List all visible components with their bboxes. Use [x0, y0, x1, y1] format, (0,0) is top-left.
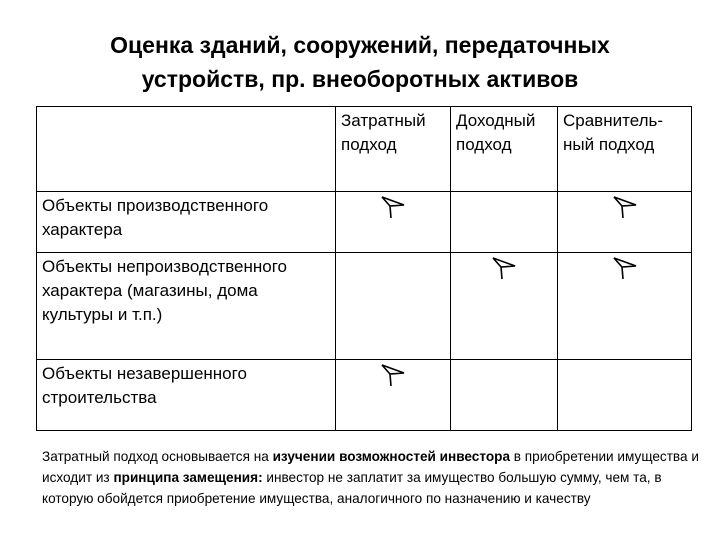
mark-cell: [558, 360, 692, 431]
mark-cell: [336, 192, 451, 253]
checkmark-arrow-icon: [491, 255, 517, 281]
mark-cell: [558, 253, 692, 360]
header-income-approach: Доходный подход: [451, 107, 558, 192]
note-text-1: Затратный подход основывается на: [42, 449, 273, 464]
row-label: Объекты незавершенного строительства: [37, 360, 336, 431]
title-line-1: Оценка зданий, сооружений, передаточных: [110, 32, 610, 58]
checkmark-arrow-icon: [380, 362, 406, 388]
note-text-2: в приобретении имущества и исходит из: [42, 449, 699, 485]
table-row: [37, 360, 692, 431]
table-row: [37, 192, 692, 253]
page-title: [0, 28, 720, 96]
header-comparative-approach: Сравнитель-ный подход: [558, 107, 692, 192]
mark-cell: [336, 360, 451, 431]
checkmark-arrow-icon: [612, 255, 638, 281]
note-bold-2: принципа замещения:: [113, 470, 263, 485]
mark-cell: [451, 360, 558, 431]
checkmark-arrow-icon: [612, 194, 638, 220]
row-label: Объекты производственного характера: [37, 192, 336, 253]
checkmark-arrow-icon: [380, 194, 406, 220]
header-cost-approach: Затратный подход: [336, 107, 451, 192]
explanation-note: [42, 446, 702, 509]
table-row: [37, 253, 692, 360]
row-label: Объекты непроизводственного характера (магазины, дома культуры и т.п.): [37, 253, 336, 360]
note-bold-1: изучении возможностей инвестора: [272, 449, 511, 464]
note-text-3: инвестор не заплатит за имущество большую сумму, чем та, в которую обойдется приобретение имущества, аналогичного по назначению и качеству: [42, 470, 662, 506]
mark-cell: [451, 192, 558, 253]
empty-corner-cell: [37, 107, 336, 192]
mark-cell: [451, 253, 558, 360]
mark-cell: [558, 192, 692, 253]
header-row: [37, 107, 692, 192]
title-line-2: устройств, пр. внеоборотных активов: [141, 66, 579, 92]
approach-table: [36, 106, 692, 431]
mark-cell: [336, 253, 451, 360]
